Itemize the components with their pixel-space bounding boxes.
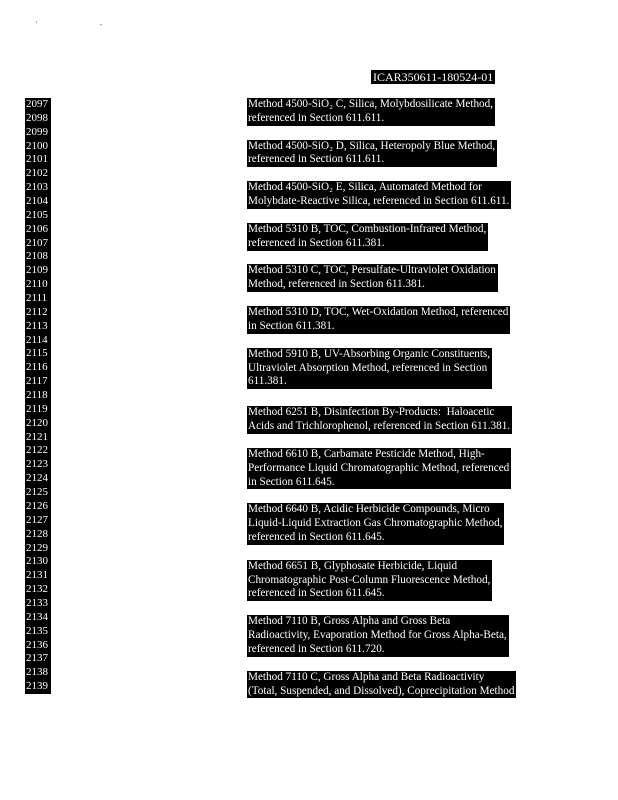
entry-line: Liquid-Liquid Extraction Gas Chromatographic Method, (248, 517, 503, 530)
line-number: 2129 (26, 541, 48, 554)
line-number: 2119 (26, 402, 48, 415)
line-number: 2133 (26, 596, 48, 609)
line-number: 2118 (26, 389, 48, 402)
entry-line: referenced in Section 611.645. (248, 587, 385, 600)
entry-line: referenced in Section 611.645. (248, 530, 385, 543)
line-number: 2130 (26, 555, 48, 568)
line-number: 2122 (26, 444, 48, 457)
entry-line: referenced in Section 611.611. (248, 111, 385, 124)
line-number: 2128 (26, 527, 48, 540)
line-number: 2117 (26, 375, 48, 388)
entry-line: Method 5310 B, TOC, Combustion-Infrared Method, (248, 222, 487, 235)
line-number: 2123 (26, 458, 48, 471)
line-number: 2138 (26, 666, 48, 679)
line-number: 2109 (26, 264, 48, 277)
entry-line: in Section 611.645. (248, 475, 335, 488)
line-number: 2127 (26, 513, 48, 526)
line-number: 2097 (26, 98, 48, 110)
entry-line: Radioactivity, Evaporation Method for Gross Alpha-Beta, (248, 629, 507, 642)
entry-line: referenced in Section 611.381. (248, 236, 385, 249)
line-number: 2121 (26, 430, 48, 443)
entry-block (247, 98, 495, 126)
line-number: 2134 (26, 610, 48, 623)
line-number: 2112 (26, 305, 48, 318)
line-number: 2106 (26, 222, 48, 235)
entry-line: Method, referenced in Section 611.381. (248, 278, 425, 291)
entry-line: in Section 611.381. (248, 319, 335, 332)
entry-line: Chromatographic Post-Column Fluorescence Method, (248, 573, 491, 586)
line-number: 2105 (26, 208, 48, 221)
line-number: 2101 (26, 153, 48, 166)
line-number: 2110 (26, 278, 48, 291)
entry-block (247, 406, 512, 434)
line-number: 2108 (26, 250, 48, 263)
entry-line: Ultraviolet Absorption Method, referenced in Section (248, 361, 488, 374)
line-number: 2135 (26, 624, 48, 637)
line-number: 2115 (26, 347, 48, 360)
entry-block (247, 348, 492, 390)
entry-block (247, 560, 492, 602)
line-number: 2120 (26, 416, 48, 429)
scan-specks: ' - (36, 20, 133, 29)
line-number: 2098 (26, 111, 48, 124)
entry-line: Method 7110 B, Gross Alpha and Gross Beta (248, 615, 451, 628)
entry-block (247, 181, 511, 209)
line-number: 2125 (26, 486, 48, 499)
line-number: 2113 (26, 319, 48, 332)
entry-block (247, 615, 509, 657)
entry-line: Method 4500-SiO₂ E, Silica, Automated Method for (248, 181, 482, 194)
entry-line: Method 6651 B, Glyphosate Herbicide, Liquid (248, 559, 458, 572)
entry-line: Method 5910 B, UV-Absorbing Organic Constituents, (248, 347, 491, 360)
line-number: 2103 (26, 181, 48, 194)
entry-line: Molybdate-Reactive Silica, referenced in Section 611.611. (248, 195, 510, 208)
entry-line: Acids and Trichlorophenol, referenced in Section 611.381. (248, 420, 511, 432)
line-number: 2102 (26, 167, 48, 180)
document-id: ICAR350611-180524-01 (373, 70, 494, 84)
line-number: 2107 (26, 236, 48, 249)
entry-block (247, 503, 504, 545)
entry-line: Performance Liquid Chromatographic Method, referenced (248, 461, 510, 474)
entry-block (247, 264, 498, 292)
entry-line: 611.381. (248, 375, 287, 388)
entry-line: referenced in Section 611.611. (248, 153, 385, 166)
entry-line: Method 4500-SiO₂ D, Silica, Heteropoly Blue Method, (248, 139, 496, 152)
line-number: 2131 (26, 569, 48, 582)
line-number-column (25, 98, 51, 694)
entry-line: Method 5310 C, TOC, Persulfate-Ultraviolet Oxidation (248, 264, 496, 277)
line-number: 2114 (26, 333, 48, 346)
entry-block (247, 306, 510, 334)
entry-line: Method 5310 D, TOC, Wet-Oxidation Method, referenced (248, 306, 509, 319)
line-number: 2104 (26, 195, 48, 208)
line-number: 2136 (26, 638, 48, 651)
line-number: 2111 (26, 292, 48, 305)
line-number: 2124 (26, 472, 48, 485)
line-number: 2126 (26, 499, 48, 512)
entry-block (247, 671, 516, 699)
entry-block (247, 140, 497, 168)
line-number: 2137 (26, 652, 48, 665)
line-number: 2139 (26, 680, 48, 693)
line-number: 2100 (26, 139, 48, 152)
entry-block (247, 223, 488, 251)
line-number: 2099 (26, 125, 48, 138)
line-number: 2116 (26, 361, 48, 374)
entry-line: (Total, Suspended, and Dissolved), Coprecipitation Method (248, 684, 515, 697)
entry-line: Method 6610 B, Carbamate Pesticide Method, High- (248, 447, 485, 460)
entry-line: referenced in Section 611.720. (248, 642, 385, 655)
entry-line: Method 7110 C, Gross Alpha and Beta Radioactivity (248, 670, 485, 683)
entry-line: Method 4500-SiO₂ C, Silica, Molybdosilicate Method, (248, 98, 494, 110)
entry-line: Method 6640 B, Acidic Herbicide Compounds, Micro (248, 503, 490, 516)
line-number: 2132 (26, 583, 48, 596)
entry-line: Method 6251 B, Disinfection By-Products: Haloacetic (248, 406, 495, 419)
entry-block (247, 448, 511, 490)
